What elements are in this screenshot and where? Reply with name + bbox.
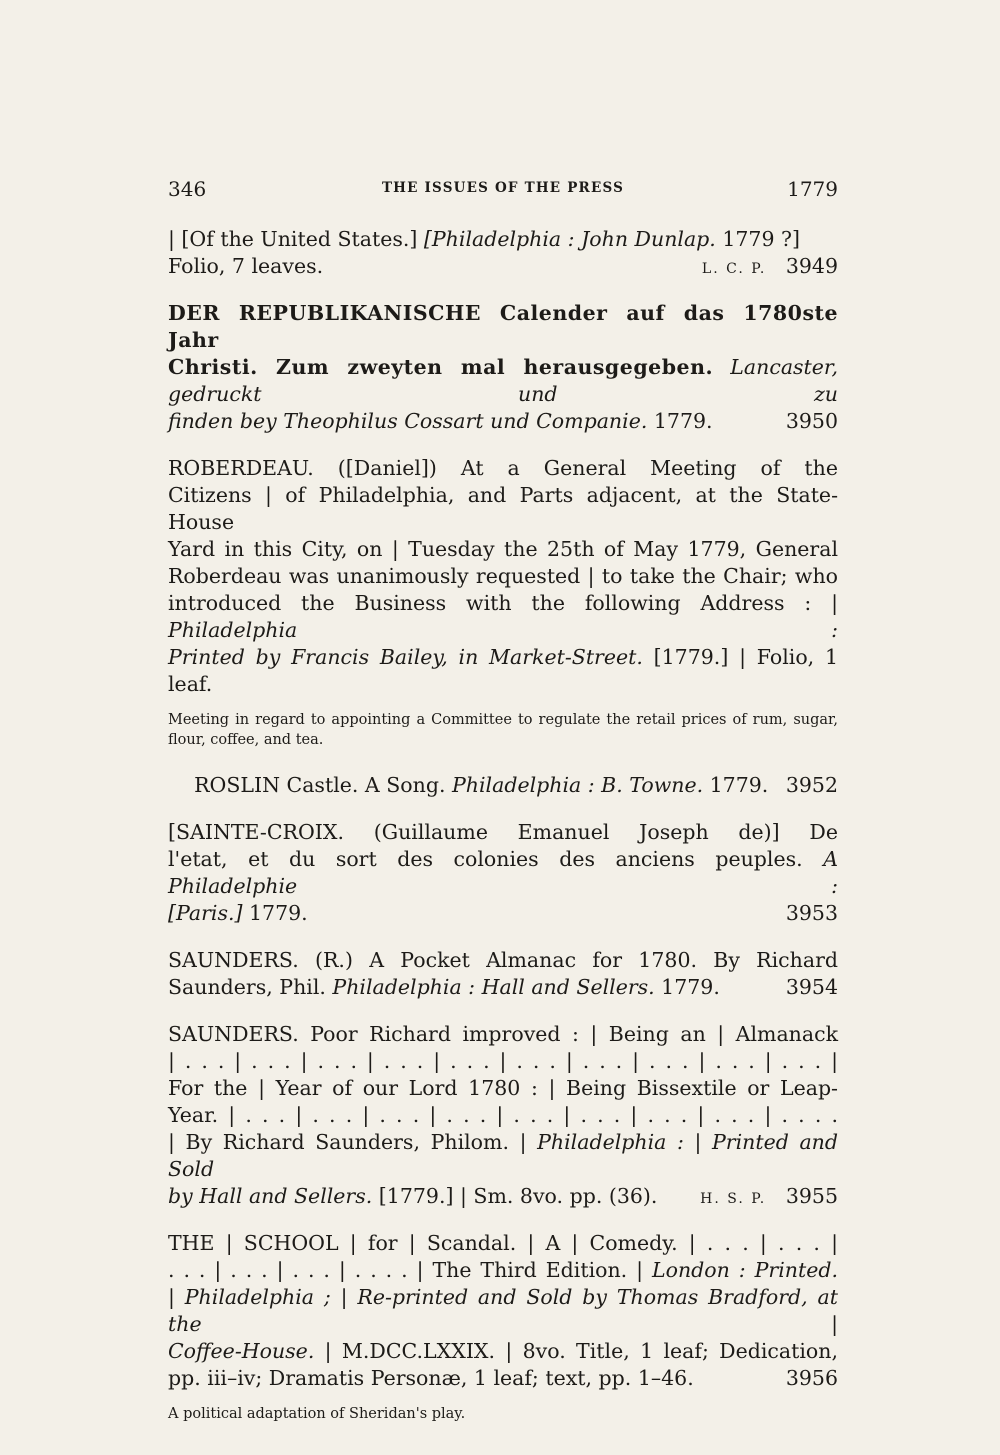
entry-3954: SAUNDERS. (R.) A Pocket Almanac for 1780. By Richard Saunders, Phil. Philadelphia : Hall and Sellers. 1779. 3954 — [168, 948, 838, 999]
page-number: 346 — [168, 177, 207, 201]
entry-3952: ROSLIN Castle. A Song. Philadelphia : B. Towne. 1779. 3952 — [194, 773, 838, 797]
bibliography-content — [168, 226, 838, 1446]
header-year: 1779 — [787, 177, 838, 201]
library-code: L. C. P. — [701, 261, 767, 277]
entry-number: 3952 — [785, 773, 838, 797]
entry-3956: THE | SCHOOL | for | Scandal. | A | Comedy. | . . . | . . . | . . . | . . . | . . . | . . . . | The Third Edition. | London : Printed. | Philadelphia ; | Re-printed and Sold by Thomas Bradford, at the | Coffee-House. | M.DCC.LXXIX. | 8vo. Title, 1 leaf; Dedication, pp. iii–iv; Dramatis Personæ, 1 leaf; text, pp. 1–46. 3956 — [168, 1231, 838, 1390]
entry-3949: | [Of the United States.] [Philadelphia : John Dunlap. 1779 ?] Folio, 7 leaves. L. C. P. 3949 — [168, 227, 838, 278]
entry-number: 3953 — [785, 901, 838, 925]
entry-note: A political adaptation of Sheridan's play. — [168, 1406, 466, 1422]
running-header — [168, 177, 838, 207]
entry-number: 3954 — [785, 975, 838, 999]
entry-number: 3950 — [785, 409, 838, 433]
entry-note: Meeting in regard to appointing a Committee to regulate the retail prices of rum, sugar, flour, coffee, and tea. — [168, 712, 838, 748]
library-code: H. S. P. — [700, 1191, 767, 1207]
entry-number: 3949 — [785, 254, 838, 278]
entry-number: 3956 — [785, 1366, 838, 1390]
entry-3951: ROBERDEAU. ([Daniel]) At a General Meeting of the Citizens | of Philadelphia, and Parts adjacent, at the State-House Yard in this City, on | Tuesday the 25th of May 1779, General Roberdeau was unanimously requested | to take the Chair; who introduced the Business with the following Address : | Philadelphia : Printed by Francis Bailey, in Market-Street. [1779.] | Folio, 1 leaf. — [168, 456, 838, 696]
entry-3955: SAUNDERS. Poor Richard improved : | Being an | Almanack | . . . | . . . | . . . | . . . | . . . | . . . | . . . | . . . | . . . | . . . | For the | Year of our Lord 1780 : | Being Bissextile or Leap- Year. | . . . | . . . | . . . | . . . | . . . | . . . | . . . | . . . | . . . . | By Richard Saunders, Philom. | Philadelphia : | Printed and Sold by Hall and Sellers. [1779.] | Sm. 8vo. pp. (36). H. S. P. 3955 — [168, 1022, 838, 1208]
entry-3953: [SAINTE-CROIX. (Guillaume Emanuel Joseph de)] De l'etat, et du sort des colonies des anciens peuples. A Philadelphie : [Paris.] 1779. 3953 — [168, 820, 838, 925]
entry-3950: DER REPUBLIKANISCHE Calender auf das 1780ste Jahr Christi. Zum zweyten mal herausgegeben. Lancaster, gedruckt und zu finden bey Theophilus Cossart und Companie. 1779. 3950 — [168, 301, 838, 433]
running-title: THE ISSUES OF THE PRESS — [381, 180, 625, 196]
entry-number: 3955 — [785, 1184, 838, 1208]
